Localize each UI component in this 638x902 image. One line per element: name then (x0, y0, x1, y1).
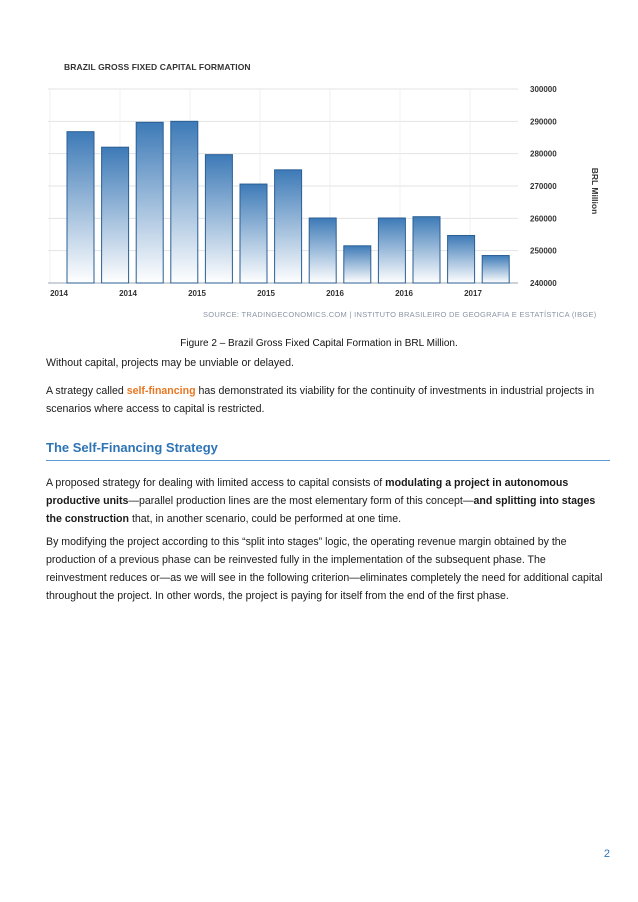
x-tick-label: 2017 (464, 289, 482, 298)
bar (378, 218, 405, 283)
para2-text-a: A strategy called (46, 385, 127, 397)
paragraph-4: By modifying the project according to this “split into stages” logic, the operating revenue margin obtained by the production of a previous phase can be reinvested fully in the implementation of the subsequent phase. The reinvestment reduces or—as we will see in the following criterion—eliminates completely the need for additional capital throughout the project. In other words, the project is paying for itself from the end of the first phase. (46, 536, 603, 602)
figure-caption: Figure 2 – Brazil Gross Fixed Capital Formation in BRL Million. (180, 338, 458, 349)
para2-text-c: has demonstrated its viability for the continuity of investments in industrial projects in scenarios where access to capital is restricted. (46, 385, 595, 415)
y-tick-label: 260000 (530, 214, 557, 224)
bar (275, 170, 302, 283)
bar (240, 184, 267, 283)
bar (448, 235, 475, 283)
chart-title: BRAZIL GROSS FIXED CAPITAL FORMATION (64, 62, 251, 72)
x-tick-label: 2016 (326, 289, 344, 298)
bar-chart (40, 60, 600, 325)
paragraph-3 (46, 474, 606, 528)
y-tick-label: 250000 (530, 246, 557, 256)
x-tick-label: 2015 (188, 289, 206, 298)
section-heading: The Self-Financing Strategy (46, 440, 218, 455)
bar (344, 246, 371, 283)
para3-bold-b: modulating a project in autonomous productive units (46, 477, 569, 507)
page-number: 2 (603, 848, 610, 860)
bar (309, 218, 336, 283)
bar (67, 132, 94, 283)
bar (102, 147, 129, 283)
para3-text-c: —parallel production lines are the most elementary form of this concept— (128, 495, 474, 507)
self-financing-highlight: self-financing (126, 385, 196, 397)
y-tick-label: 300000 (530, 85, 557, 94)
heading-rule (46, 460, 610, 461)
x-tick-label: 2014 (50, 289, 68, 298)
x-tick-label: 2016 (395, 289, 413, 298)
bar (482, 256, 509, 283)
y-axis-label: BRL Million (590, 167, 600, 215)
para3-text-e: that, in another scenario, could be performed at one time. (129, 513, 402, 525)
bar (136, 122, 163, 283)
x-tick-label: 2015 (257, 289, 275, 298)
bar (171, 121, 198, 283)
paragraph-2 (46, 382, 606, 418)
y-tick-label: 290000 (530, 117, 557, 127)
para3-bold-d: and splitting into stages the construction (46, 495, 596, 525)
y-tick-label: 270000 (530, 182, 557, 191)
bar (205, 155, 232, 283)
bar (413, 217, 440, 283)
chart-figure (40, 60, 600, 325)
chart-source: SOURCE: TRADINGECONOMICS.COM | INSTITUTO BRASILEIRO DE GEOGRAFIA E ESTATÍSTICA (IBGE) (203, 310, 597, 319)
paragraph-1: Without capital, projects may be unviable or delayed. (46, 357, 294, 369)
x-tick-label: 2014 (119, 289, 137, 298)
y-tick-label: 280000 (530, 149, 557, 159)
y-tick-label: 240000 (530, 279, 557, 288)
para3-text-a: A proposed strategy for dealing with limited access to capital consists of (46, 477, 386, 489)
